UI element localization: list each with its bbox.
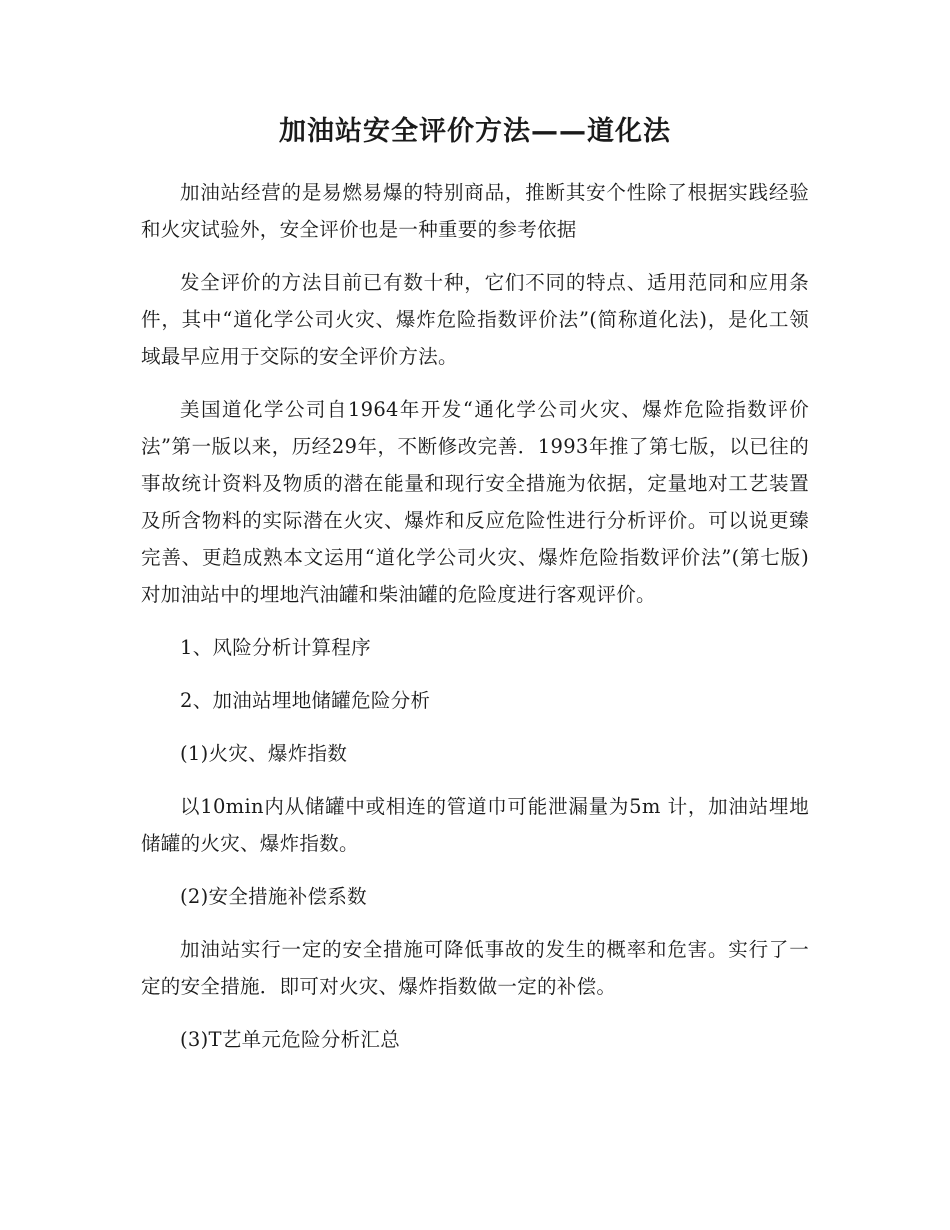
document-title: 加油站安全评价方法——道化法 xyxy=(279,116,671,147)
paragraph-safety: 加油站实行一定的安全措施可降低事故的发生的概率和危害。实行了一定的安全措施．即可对火灾、爆炸指数做一定的补偿。 xyxy=(141,938,809,998)
subsection-heading-3: (3)T艺单元危险分析汇总 xyxy=(180,1028,401,1051)
section-heading-1: 1、风险分析计算程序 xyxy=(180,636,371,659)
section-heading-2: 2、加油站埋地储罐危险分析 xyxy=(180,689,431,712)
subsection-heading-2: (2)安全措施补偿系数 xyxy=(180,885,367,908)
paragraph-methods: 发全评价的方法目前已有数十种，它们不同的特点、适用范同和应用条件，其中“道化学公司火灾、爆炸危险指数评价法”(简称道化法)，是化工领域最早应用于交际的安全评价方法。 xyxy=(141,271,809,368)
paragraph-leak: 以10min内从储罐中或相连的管道巾可能泄漏量为5m 计，加油站埋地储罐的火灾、爆炸指数。 xyxy=(141,795,809,855)
subsection-heading-1: (1)火灾、爆炸指数 xyxy=(180,742,348,765)
document-page xyxy=(141,112,809,1074)
paragraph-intro: 加油站经营的是易燃易爆的特别商品，推断其安个性除了根据实践经验和火灾试验外，安全评价也是一种重要的参考依据 xyxy=(141,181,809,241)
paragraph-history: 美国道化学公司自1964年开发“通化学公司火灾、爆炸危险指数评价法”第一版以来，历经29年，不断修改完善．1993年推了第七版，以已往的事故统计资料及物质的潜在能量和现行安全措施为依据，定量地对工艺装置及所含物料的实际潜在火灾、爆炸和反应危险性进行分析评价。可以说更臻完善、更趋成熟本文运用“道化学公司火灾、爆炸危险指数评价法”(第七版)对加油站中的埋地汽油罐和柴油罐的危险度进行客观评价。 xyxy=(141,398,809,606)
